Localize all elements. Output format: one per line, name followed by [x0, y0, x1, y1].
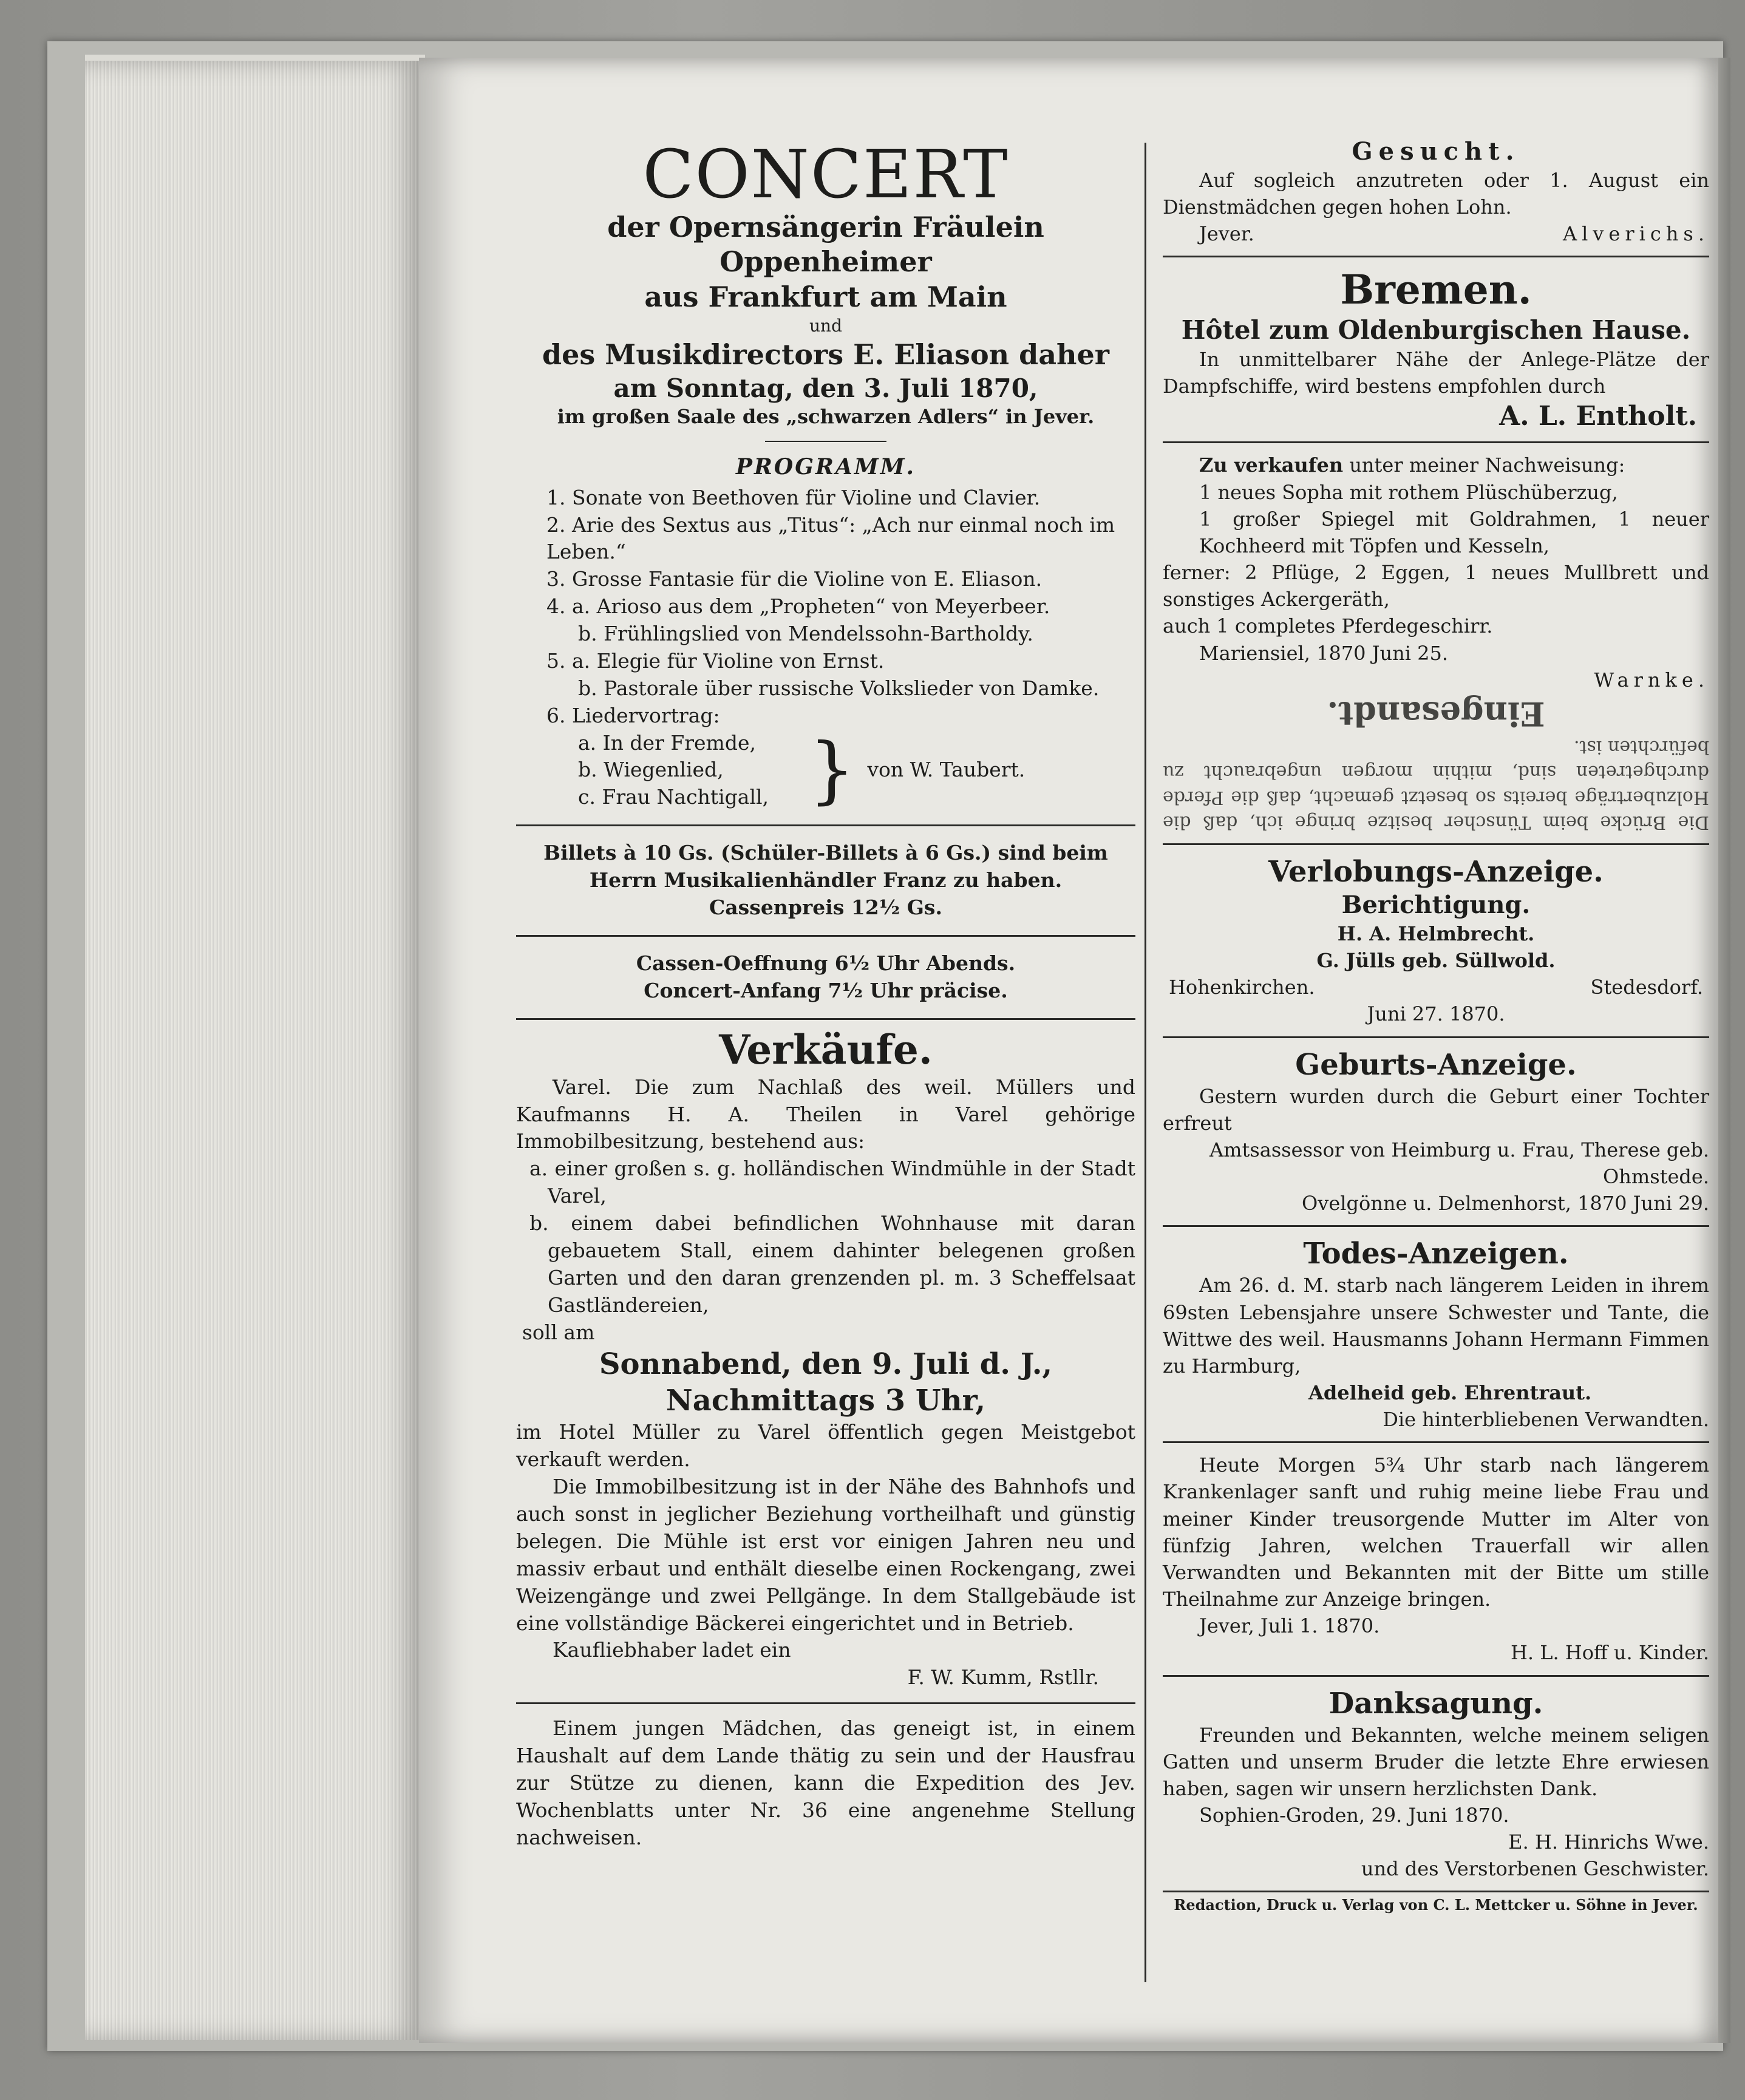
verlobt-places	[1163, 974, 1709, 1001]
todes-heading: Todes-Anzeigen.	[1303, 1237, 1569, 1271]
zuverkaufen-item-4: auch 1 completes Pferdegeschirr.	[1163, 614, 1493, 638]
verkaeufe-date1: Sonnabend, den 9. Juli d. J.,	[599, 1347, 1053, 1382]
program-item-3: 3. Grosse Fantasie für die Violine von E. Eliason.	[546, 567, 1043, 591]
flipped-heading: Eingesandt.	[1327, 695, 1545, 734]
verkaeufe-p2: Die Immobilbesitzung ist in der Nähe des Bahnhofs und auch sonst in jeglicher Beziehung vortheilhaft und günstig belegen. Die Mühle ist erst vor einigen Jahren neu und massiv erbaut und enthält dieselbe einen Rockengang, zwei Weizengänge und zwei Pellgänge. In dem Stallgebäude ist eine vollständige Bäckerei eingerichtet und in Betrieb.	[516, 1475, 1135, 1635]
divider	[1163, 256, 1709, 257]
todes2-sign: H. L. Hoff u. Kinder.	[1511, 1641, 1709, 1665]
verlobt-1: H. A. Helmbrecht.	[1337, 922, 1535, 945]
gesucht-place: Jever.	[1199, 222, 1254, 246]
verkaeufe-soll: soll am	[522, 1320, 595, 1344]
dank-heading: Danksagung.	[1328, 1686, 1543, 1721]
verkaeufe-p1: im Hotel Müller zu Varel öffentlich gegen Meistgebot verkauft werden.	[516, 1420, 1135, 1472]
concert-line5: im großen Saale des „schwarzen Adlers“ in Jever.	[557, 405, 1095, 429]
divider	[516, 824, 1135, 826]
program-item-5b: b. Pastorale über russische Volkslieder von Damke.	[578, 676, 1100, 700]
zuverkaufen-item-2: 1 großer Spiegel mit Goldrahmen, 1 neuer Kochheerd mit Töpfen und Kesseln,	[1199, 507, 1709, 557]
program-item-2: 2. Arie des Sextus aus „Titus“: „Ach nur einmal noch im Leben.“	[546, 512, 1115, 564]
lied-a: a. In der Fremde,	[578, 730, 756, 755]
imprint: Redaction, Druck u. Verlag von C. L. Mettcker u. Söhne in Jever.	[1174, 1896, 1698, 1914]
concert-line3: des Musikdirectors E. Eliason daher	[542, 338, 1110, 372]
lieder-list	[578, 730, 809, 812]
zuverkaufen-intro	[1163, 452, 1709, 478]
geburt-text: Gestern wurden durch die Geburt einer Tochter erfreut	[1163, 1084, 1709, 1135]
lieder-group	[546, 727, 1135, 812]
verlobung-heading: Verlobungs-Anzeige.	[1268, 854, 1604, 889]
todes2-place: Jever, Juli 1. 1870.	[1199, 1614, 1380, 1638]
divider	[1163, 1891, 1709, 1892]
left-column	[516, 135, 1135, 1852]
brace: }	[809, 727, 855, 812]
divider	[516, 935, 1135, 937]
right-column	[1163, 137, 1709, 1914]
todes-sign: Die hinterbliebenen Verwandten.	[1383, 1408, 1709, 1432]
program-item-6: 6. Liedervortrag:	[546, 703, 720, 727]
zuverkaufen-name: Warnke.	[1594, 668, 1709, 692]
concert-anfang: Concert-Anfang 7½ Uhr präcise.	[644, 978, 1008, 1002]
dank-sign-1: E. H. Hinrichs Wwe.	[1508, 1830, 1709, 1854]
zuverkaufen-item-1: 1 neues Sopha mit rothem Plüschüberzug,	[1199, 480, 1618, 504]
divider	[1163, 1036, 1709, 1038]
program-item-4b: b. Frühlingslied von Mendelssohn-Bartholdy.	[578, 622, 1033, 646]
divider	[516, 1702, 1135, 1704]
cassen-oeffnung: Cassen-Oeffnung 6½ Uhr Abends.	[636, 951, 1016, 975]
verkaeufe-date2: Nachmittags 3 Uhr,	[665, 1384, 986, 1418]
dank-sign-2: und des Verstorbenen Geschwister.	[1361, 1857, 1709, 1881]
program-item-1: 1. Sonate von Beethoven für Violine und Clavier.	[546, 485, 1041, 509]
maedchen-ad: Einem jungen Mädchen, das geneigt ist, in einem Haushalt auf dem Lande thätig zu sein und der Hausfrau zur Stütze zu dienen, kann die Expedition des Jev. Wochenblatts unter Nr. 36 eine angenehme Stellung nachweisen.	[516, 1716, 1135, 1849]
geburt-names: Amtsassessor von Heimburg u. Frau, Therese geb. Ohmstede.	[1209, 1138, 1709, 1189]
gesucht-text: Auf sogleich anzutreten oder 1. August ein Dienstmädchen gegen hohen Lohn.	[1163, 169, 1709, 219]
zuverkaufen-place: Mariensiel, 1870 Juni 25.	[1199, 641, 1449, 665]
verkaeufe-heading: Verkäufe.	[719, 1025, 933, 1073]
zuverkaufen-heading: Zu verkaufen	[1199, 454, 1344, 477]
geburt-place: Ovelgönne u. Delmenhorst, 1870 Juni 29.	[1302, 1192, 1709, 1215]
divider	[765, 441, 886, 442]
gesucht-heading: Gesucht.	[1352, 137, 1520, 166]
flipped-block	[1163, 693, 1709, 835]
lieder-composer: von W. Taubert.	[867, 758, 1026, 782]
divider	[1163, 1675, 1709, 1677]
verkaeufe-item-a: a. einer großen s. g. holländischen Windmühle in der Stadt Varel,	[529, 1157, 1135, 1208]
verkaeufe-sign: F. W. Kumm, Rstllr.	[907, 1665, 1099, 1690]
program-item-5a: 5. a. Elegie für Violine von Ernst.	[546, 648, 885, 673]
verkaeufe-p3: Kaufliebhaber ladet ein	[553, 1638, 791, 1662]
verlobt-date: Juni 27. 1870.	[1367, 1002, 1505, 1026]
divider	[1163, 843, 1709, 845]
hotel-name: A. L. Entholt.	[1499, 401, 1697, 432]
hotel-heading: Hôtel zum Oldenburgischen Hause.	[1181, 314, 1691, 345]
bremen-heading: Bremen.	[1340, 266, 1532, 314]
concert-line2: aus Frankfurt am Main	[644, 280, 1007, 313]
lied-c: c. Frau Nachtigall,	[578, 785, 769, 809]
geburt-heading: Geburts-Anzeige.	[1295, 1047, 1577, 1082]
gesucht-name: Alverichs.	[1562, 222, 1709, 246]
lied-b: b. Wiegenlied,	[578, 758, 724, 782]
verlobt-place-1: Hohenkirchen.	[1169, 976, 1315, 999]
dank-place: Sophien-Groden, 29. Juni 1870.	[1199, 1804, 1509, 1827]
divider	[1163, 1441, 1709, 1443]
verlobt-2: G. Jülls geb. Süllwold.	[1316, 949, 1556, 973]
billets-line2: Herrn Musikalienhändler Franz zu haben.	[589, 868, 1063, 892]
newspaper-page	[419, 58, 1718, 2043]
program-item-4a: 4. a. Arioso aus dem „Propheten“ von Meyerbeer.	[546, 594, 1050, 619]
verlobt-place-2: Stedesdorf.	[1590, 976, 1703, 999]
zuverkaufen-item-3: ferner: 2 Pflüge, 2 Eggen, 1 neues Mullbrett und sonstiges Ackergeräth,	[1163, 561, 1709, 611]
concert-line1: der Opernsängerin Fräulein Oppenheimer	[607, 210, 1044, 278]
page-edges	[85, 61, 425, 2040]
verkaeufe-intro: Varel. Die zum Nachlaß des weil. Müllers und Kaufmanns H. A. Theilen in Varel gehörige Immobilbesitzung, bestehend aus:	[516, 1075, 1135, 1154]
concert-und: und	[809, 316, 842, 336]
programm-heading: PROGRAMM.	[735, 454, 916, 480]
divider	[1163, 441, 1709, 443]
flipped-text: Die Brücke beim Tünscher besitze bringe ich, daß die Holzuberträge bereits so besetzt gemacht, daß die Pferde durchgetreten sind, mithin morgen ungebraucht zu befürchten ist.	[1163, 736, 1709, 833]
todes2-text: Heute Morgen 5¾ Uhr starb nach längerem Krankenlager sanft und ruhig meine liebe Frau und meiner Kinder treusorgende Mutter im Alter von fünfzig Jahren, welchen Trauerfall wir allen Verwandten und Bekannten mit der Bitte um stille Theilnahme zur Anzeige bringen.	[1163, 1453, 1709, 1611]
berichtigung: Berichtigung.	[1341, 890, 1531, 919]
concert-title: CONCERT	[642, 135, 1009, 213]
todes-name: Adelheid geb. Ehrentraut.	[1308, 1381, 1592, 1404]
zuverkaufen-rest: unter meiner Nachweisung:	[1343, 454, 1625, 477]
dank-text: Freunden und Bekannten, welche meinem seligen Gatten und unserm Bruder die letzte Ehre erwiesen haben, sagen wir unsern herzlichsten Dank.	[1163, 1723, 1709, 1800]
concert-line4: am Sonntag, den 3. Juli 1870,	[613, 373, 1038, 403]
column-divider	[1145, 143, 1146, 1982]
divider	[1163, 1225, 1709, 1227]
verkaeufe-item-b: b. einem dabei befindlichen Wohnhause mit daran gebauetem Stall, einem dahinter belegenen großen Garten und den daran grenzenden pl. m. 3 Scheffelsaat Gastländereien,	[529, 1211, 1135, 1317]
divider	[516, 1018, 1135, 1020]
gesucht-footer	[1163, 220, 1709, 247]
todes-text: Am 26. d. M. starb nach längerem Leiden in ihrem 69sten Lebensjahre unsere Schwester und Tante, die Wittwe des weil. Hausmanns Johann Hermann Fimmen zu Harmburg,	[1163, 1274, 1709, 1378]
program-list	[516, 484, 1135, 812]
cassenpreis: Cassenpreis 12½ Gs.	[709, 895, 942, 919]
hotel-text: In unmittelbarer Nähe der Anlege-Plätze der Dampfschiffe, wird bestens empfohlen durch	[1163, 348, 1709, 398]
billets-line1: Billets à 10 Gs. (Schüler-Billets à 6 Gs.) sind beim	[543, 841, 1108, 865]
